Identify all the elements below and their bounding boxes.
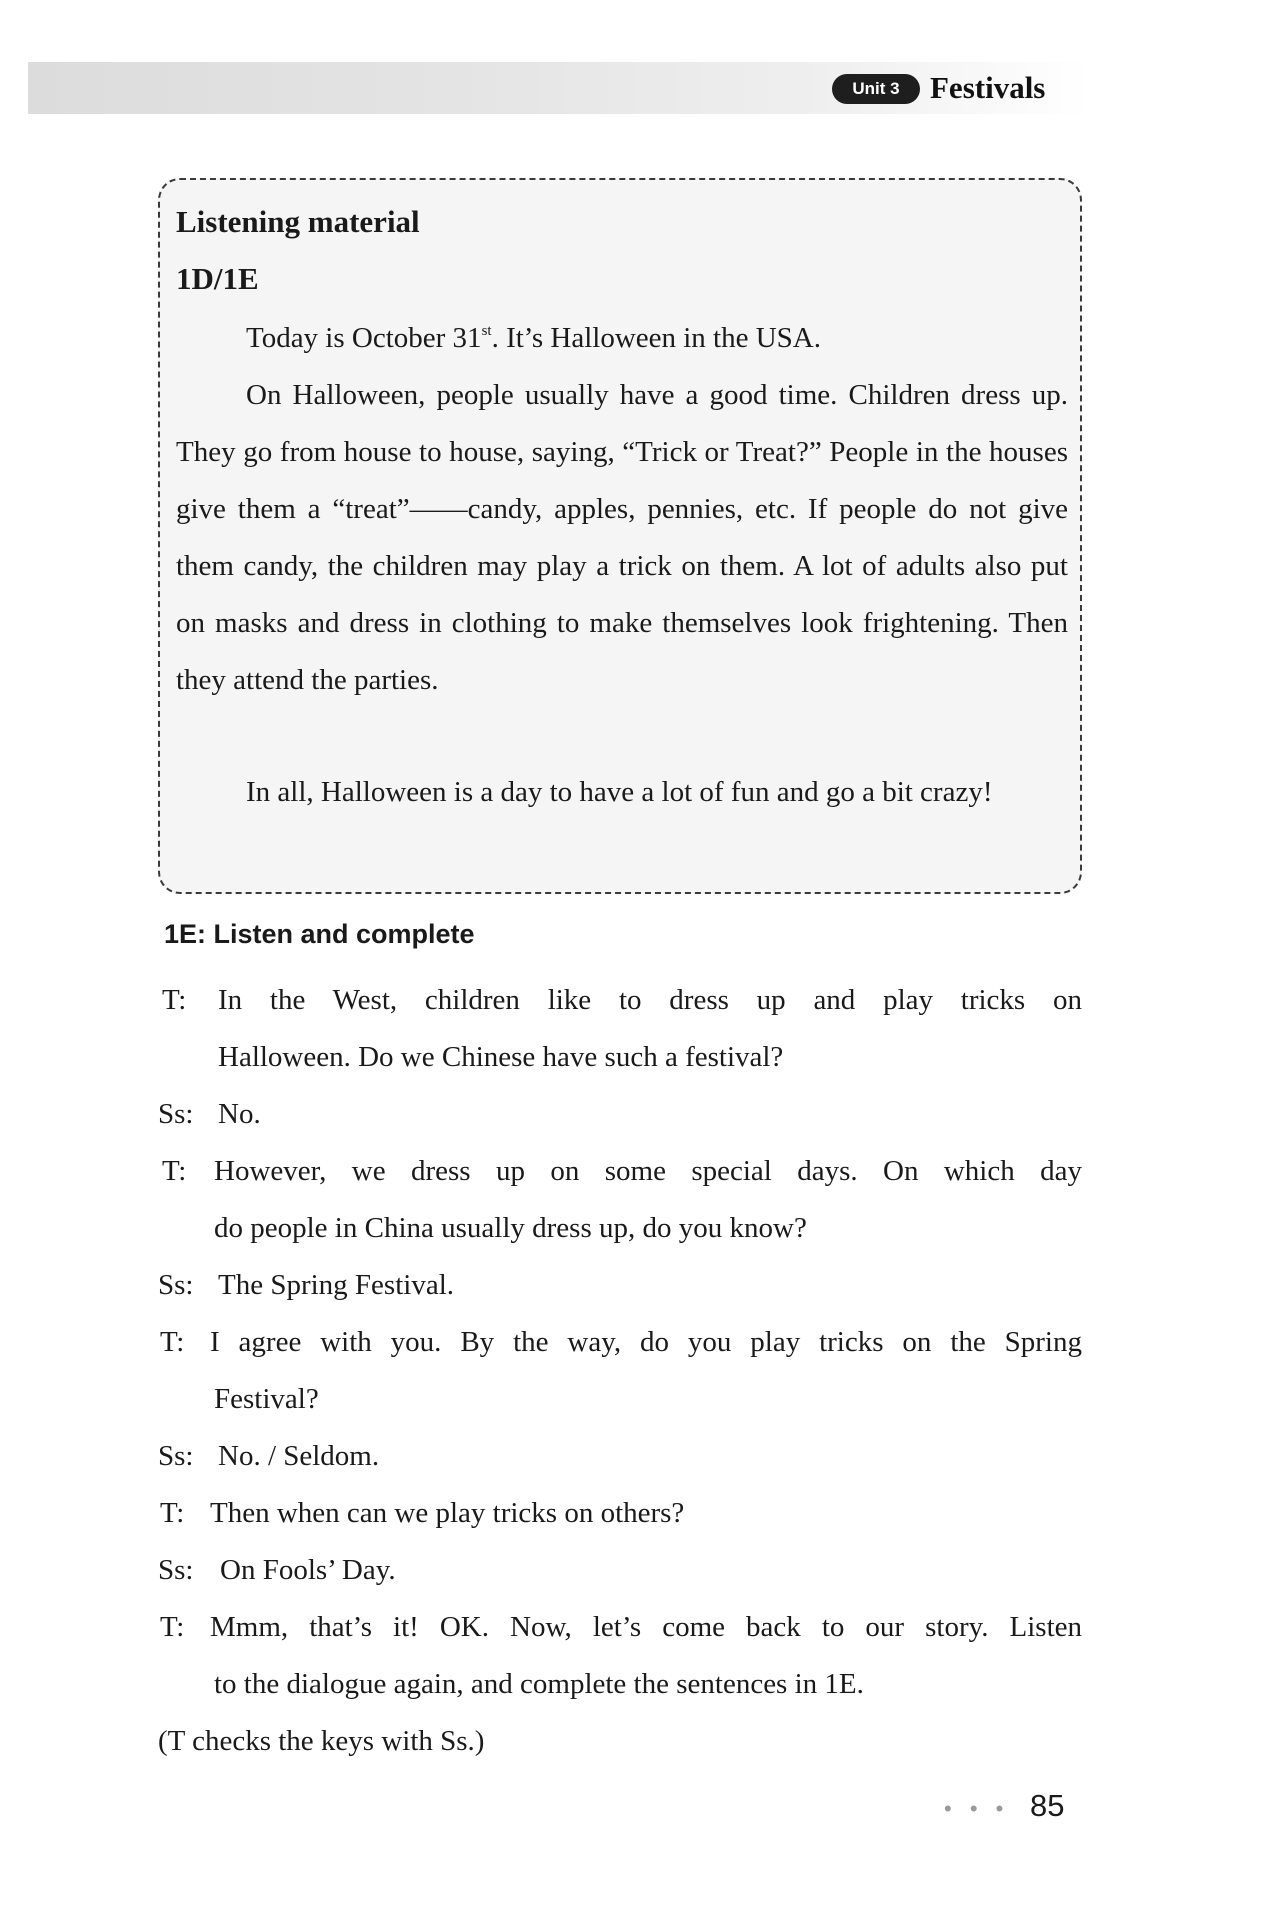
speaker-label: Ss: <box>158 1440 194 1472</box>
dialogue-line-continued: Festival? <box>214 1383 319 1415</box>
header-band <box>28 62 1088 114</box>
dialogue-line: No. / Seldom. <box>218 1440 380 1472</box>
dialogue-line: The Spring Festival. <box>218 1269 455 1301</box>
dialogue-line: Then when can we play tricks on others? <box>210 1497 685 1529</box>
page-number: 85 <box>1030 1788 1065 1823</box>
material-paragraph-1 <box>176 310 1068 367</box>
dialogue-line-continued: do people in China usually dress up, do you know? <box>214 1212 807 1244</box>
unit-badge: Unit 3 <box>832 74 920 104</box>
dialogue-line: No. <box>218 1098 261 1130</box>
page-dots: • • • <box>944 1796 1010 1821</box>
section-heading: 1E: Listen and complete <box>164 919 475 949</box>
dialogue-line: However, we dress up on some special days. On which day <box>214 1155 1082 1187</box>
dialogue-line-continued: Halloween. Do we Chinese have such a festival? <box>218 1041 784 1073</box>
speaker-label: Ss: <box>158 1098 194 1130</box>
para1-superscript: st <box>481 323 492 339</box>
speaker-label: Ss: <box>158 1554 194 1586</box>
para3-text: In all, Halloween is a day to have a lot of fun and go a bit crazy! <box>246 776 993 808</box>
para2-text: On Halloween, people usually have a good time. Children dress up. They go from house to house, saying, “Trick or Treat?” People in the houses give them a “treat”——candy, apples, pennies, etc. If people do not give them candy, the children may play a trick on them. A lot of adults also put on masks and dress in clothing to make themselves look frightening. Then they attend the parties. <box>176 379 1068 696</box>
dialogue-line-continued: to the dialogue again, and complete the sentences in 1E. <box>214 1668 864 1700</box>
speaker-label: T: <box>160 1611 185 1643</box>
dialogue-line: On Fools’ Day. <box>220 1554 396 1586</box>
speaker-label: T: <box>162 1155 187 1187</box>
speaker-label: T: <box>162 984 187 1016</box>
material-paragraph-3 <box>176 764 1068 821</box>
speaker-label: T: <box>160 1497 185 1529</box>
speaker-label: T: <box>160 1326 185 1358</box>
closing-note: (T checks the keys with Ss.) <box>158 1725 485 1757</box>
material-paragraph-2 <box>176 367 1068 709</box>
speaker-label: Ss: <box>158 1269 194 1301</box>
listening-material-title: Listening material <box>176 204 420 239</box>
dialogue-line: Mmm, that’s it! OK. Now, let’s come back to our story. Listen <box>210 1611 1082 1643</box>
unit-title: Festivals <box>930 70 1046 105</box>
listening-material-subtitle: 1D/1E <box>176 261 259 296</box>
dialogue-line: I agree with you. By the way, do you play tricks on the Spring <box>210 1326 1082 1358</box>
para1-text-end: . It’s Halloween in the USA. <box>491 322 821 354</box>
dialogue-line: In the West, children like to dress up and play tricks on <box>218 984 1082 1016</box>
para1-text: Today is October 31 <box>246 322 482 354</box>
